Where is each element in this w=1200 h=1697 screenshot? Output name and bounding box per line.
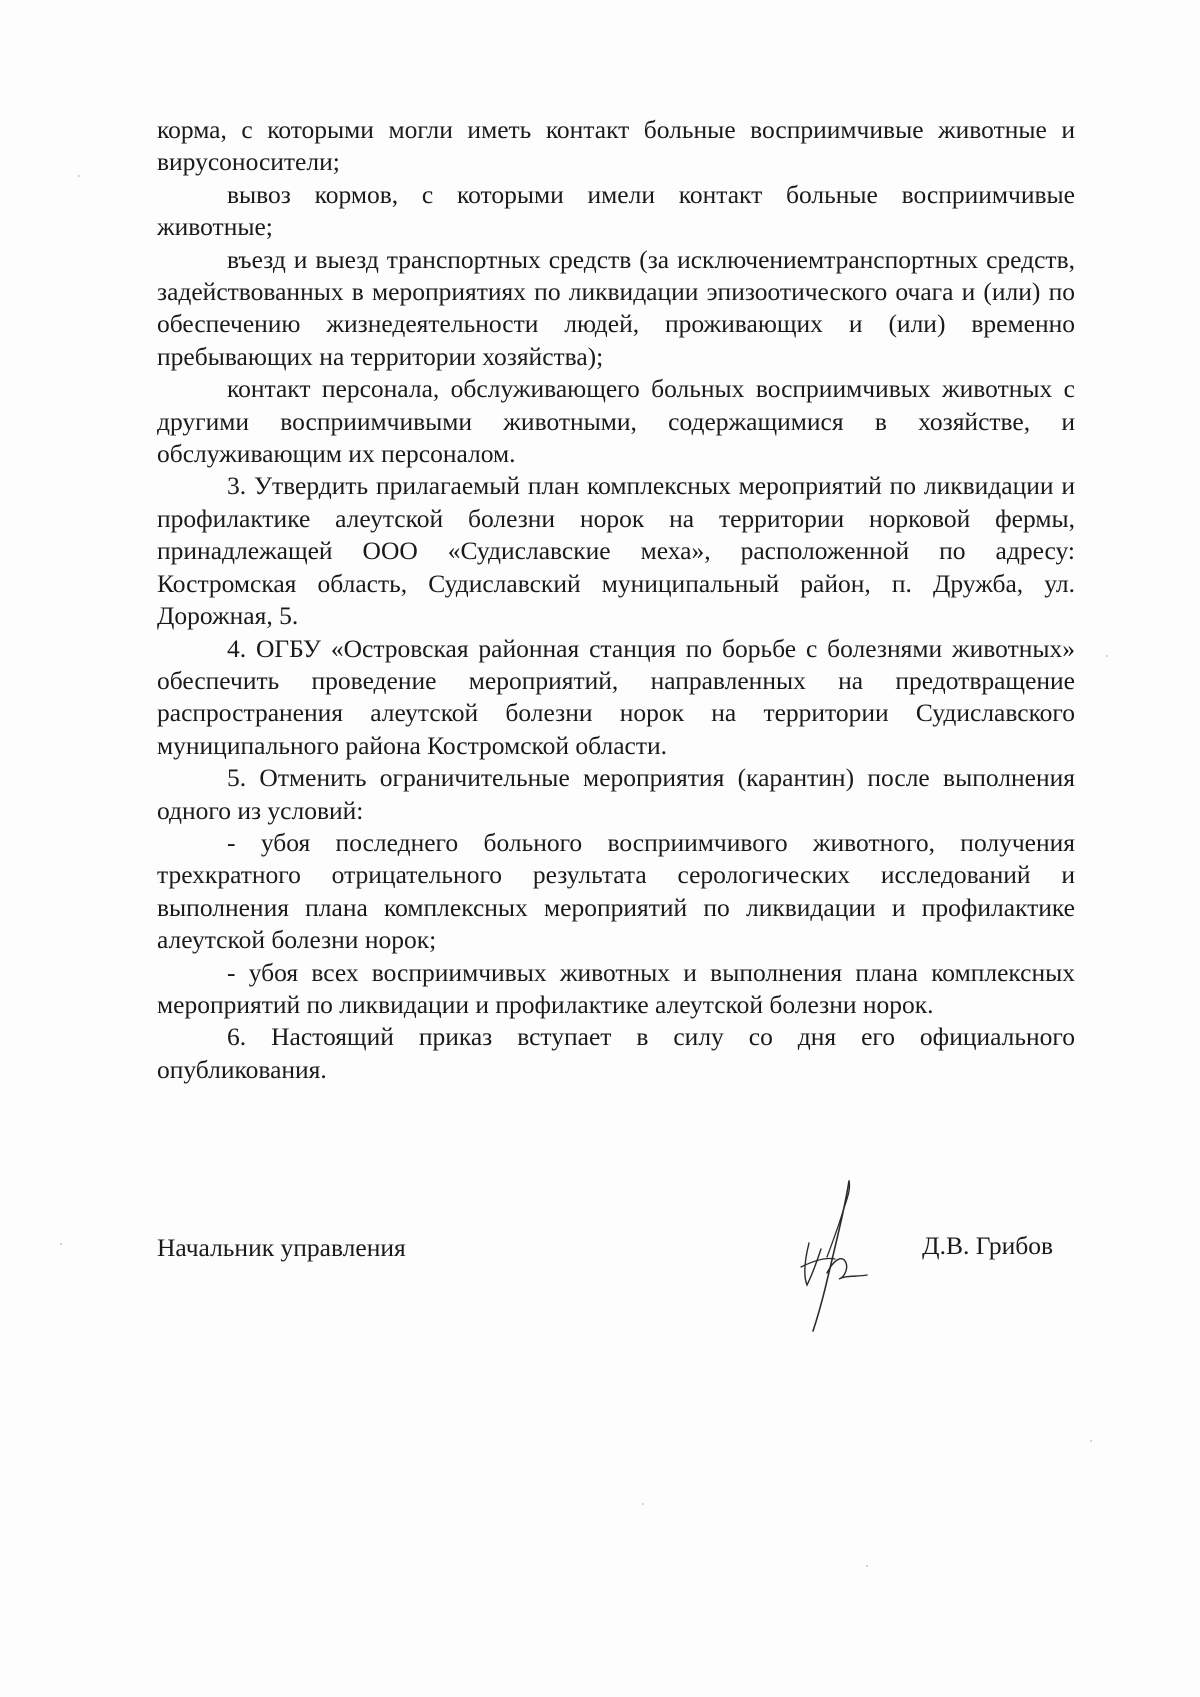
scan-speck xyxy=(866,1565,868,1567)
scan-speck xyxy=(642,1503,644,1505)
scan-speck xyxy=(1090,1440,1092,1442)
document-body xyxy=(157,114,1075,1086)
paragraph-staff-contact: контакт персонала, обслуживающего больных восприимчивых животных с другими восприимчивыми животными, содержащимися в хозяйстве, и обслуживающим их персоналом. xyxy=(157,374,1075,469)
paragraph-item-5: 5. Отменить ограничительные мероприятия (карантин) после выполнения одного из условий: xyxy=(157,763,1075,825)
paragraph-condition-1: - убоя последнего больного восприимчивого животного, получения трехкратного отрицательного результата серологических исследований и выполнения плана комплексных мероприятий по ликвидации и профилактике алеутской болезни норок; xyxy=(157,827,1075,955)
scan-speck xyxy=(1106,655,1108,657)
paragraph-fodder-removal: вывоз кормов, с которыми имели контакт больные восприимчивые животные; xyxy=(157,179,1075,242)
paragraph-fodder-contact: корма, с которыми могли иметь контакт больные восприимчивые животные и вирусоносители; xyxy=(157,115,1075,177)
signatory-position: Начальник управления xyxy=(157,1233,406,1262)
scan-speck xyxy=(78,175,80,177)
signatory-name: Д.В. Грибов xyxy=(922,1231,1053,1260)
paragraph-vehicle-entry: въезд и выезд транспортных средств (за исключениемтранспортных средств, задействованных в мероприятиях по ликвидации эпизоотического очага и (или) по обеспечению жизнедеятельности людей, проживающих и (или) временно пребывающих на территории хозяйства); xyxy=(157,244,1075,371)
scan-speck xyxy=(60,1243,62,1245)
paragraph-item-6: 6. Настоящий приказ вступает в силу со дня его официального опубликования. xyxy=(157,1022,1075,1084)
signature-block xyxy=(157,1215,1075,1275)
paragraph-item-3: 3. Утвердить прилагаемый план комплексных мероприятий по ликвидации и профилактике алеутской болезни норок на территории норковой фермы, принадлежащей ООО «Судиславские меха», расположенной по адресу: Костромская область, Судиславский муниципальный район, п. Дружба, ул. Дорожная, 5. xyxy=(157,471,1075,631)
handwritten-signature-mark xyxy=(787,1177,887,1337)
paragraph-item-4: 4. ОГБУ «Островская районная станция по борьбе с болезнями животных» обеспечить проведение мероприятий, направленных на предотвращение распространения алеутской болезни норок на территории Судиславского муниципального района Костромской области. xyxy=(157,633,1075,760)
paragraph-condition-2: - убоя всех восприимчивых животных и выполнения плана комплексных мероприятий по ликвидации и профилактике алеутской болезни норок. xyxy=(157,957,1075,1019)
